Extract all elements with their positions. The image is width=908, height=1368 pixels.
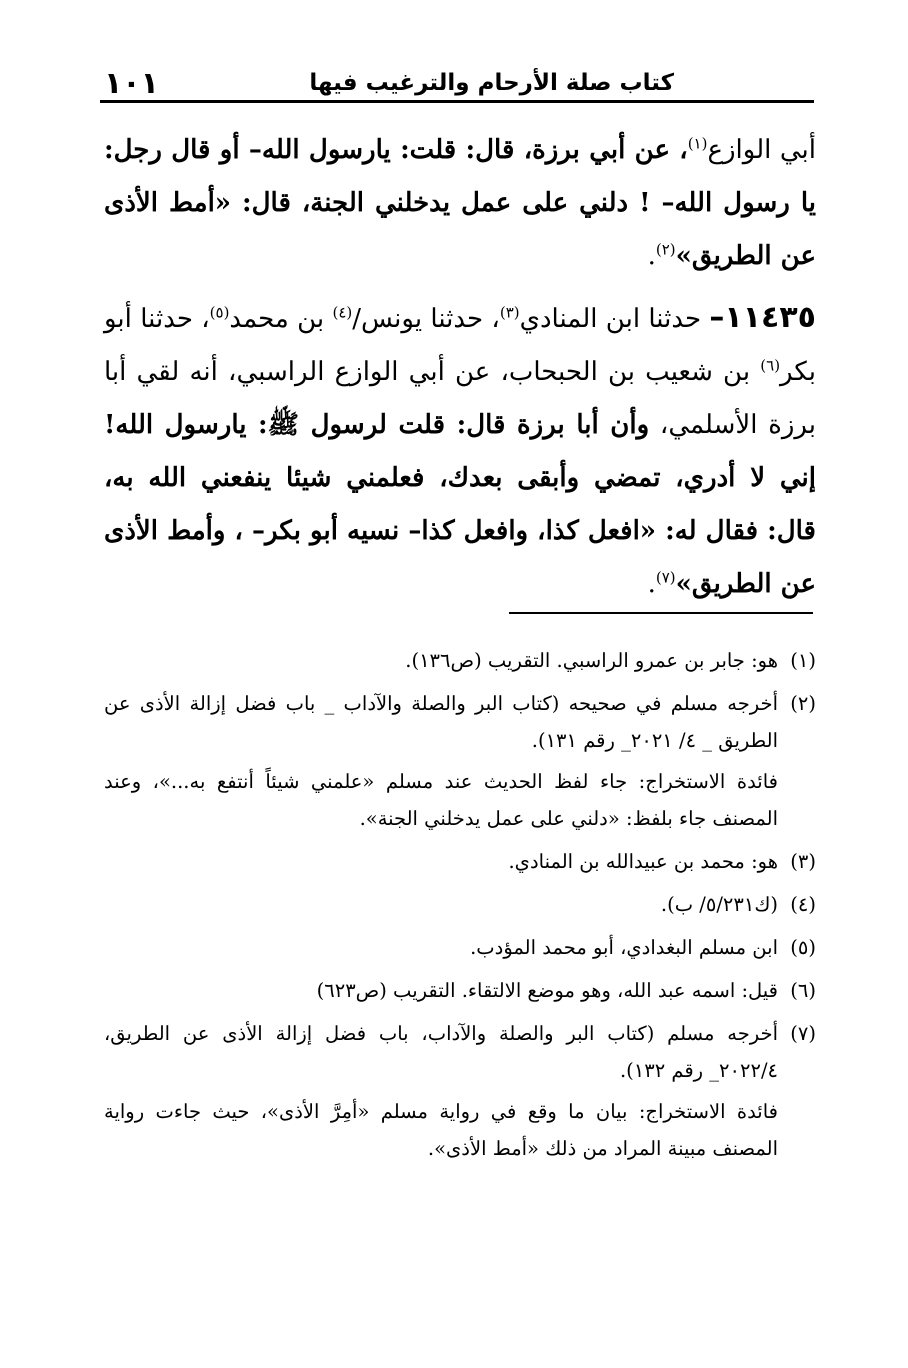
footnote-number: (٢) [790, 692, 816, 715]
footnote-number: (٦) [790, 979, 816, 1002]
p1-text-b: ، عن أبي برزة، قال: قلت: يارسول الله– أو قال رجل: يا رسول الله– ! دلني على عمل يدخلني الجنة، قال: «أمط الأذى عن الطريق» [104, 135, 816, 271]
page-number: ١٠١ [104, 66, 159, 101]
p1-text-c: . [647, 241, 656, 271]
p2-text-a: حدثنا ابن المنادي [519, 304, 710, 334]
footnote-note: فائدة الاستخراج: جاء لفظ الحديث عند مسلم «علمني شيئاً أنتفع به...»، وعند المصنف جاء بلفظ: «دلني على عمل يدخلني الجنة». [104, 770, 778, 830]
footnote-text: أخرجه مسلم (كتاب البر والصلة والآداب، باب فضل إزالة الأذى عن الطريق، ٢٠٢٢/٤_ رقم ١٣٢). [104, 1022, 778, 1082]
footnote-ref-1[interactable]: (١) [687, 134, 708, 153]
p2-text-c: بن محمد [229, 304, 333, 334]
footnote-ref-7[interactable]: (٧) [655, 568, 676, 587]
header-rule [100, 100, 814, 103]
footnotes [104, 642, 816, 1167]
footnote-note: فائدة الاستخراج: بيان ما وقع في رواية مسلم «أمِرَّ الأذى»، حيث جاءت رواية المصنف مبينة المراد من ذلك «أمط الأذى». [104, 1100, 778, 1160]
hadith-number: ١١٤٣٥ [724, 300, 816, 335]
paragraph-2 [104, 291, 816, 611]
footnote-2 [104, 685, 816, 837]
footnote-number: (٧) [790, 1022, 816, 1045]
p2-text-d: ، حدثنا أبو بكر [104, 304, 816, 387]
footnote-ref-4[interactable]: (٤) [332, 303, 353, 322]
running-header [100, 66, 814, 101]
footnote-ref-3[interactable]: (٣) [499, 303, 520, 322]
footnote-number: (٥) [790, 936, 816, 959]
p1-text-a: أبي الوازع [707, 135, 817, 165]
footnote-4 [104, 886, 816, 923]
header-title: كتاب صلة الأرحام والترغيب فيها [309, 70, 674, 96]
footnote-ref-2[interactable]: (٢) [655, 240, 676, 259]
footnote-6 [104, 972, 816, 1009]
footnote-number: (٣) [790, 850, 816, 873]
footnote-text: قيل: اسمه عبد الله، وهو موضع الالتقاء. التقريب (ص٦٢٣) [316, 979, 778, 1002]
footnote-text: هو: جابر بن عمرو الراسبي. التقريب (ص١٣٦). [405, 649, 778, 672]
footnote-5 [104, 929, 816, 966]
footnote-7 [104, 1015, 816, 1167]
p2-text-e: بن شعيب بن الحبحاب، عن أبي الوازع الراسبي، أنه لقي أبا برزة الأسلمي، [104, 357, 816, 440]
footnote-number: (١) [790, 649, 816, 672]
footnote-text: ابن مسلم البغدادي، أبو محمد المؤدب. [470, 936, 778, 959]
footnote-ref-5[interactable]: (٥) [209, 303, 230, 322]
footnote-ref-6[interactable]: (٦) [760, 356, 781, 375]
footnote-separator [509, 612, 813, 614]
p2-text-b: ، حدثنا يونس/ [352, 304, 500, 334]
main-text [104, 124, 816, 611]
footnote-1 [104, 642, 816, 679]
footnote-3 [104, 843, 816, 880]
footnote-text: أخرجه مسلم في صحيحه (كتاب البر والصلة والآداب _ باب فضل إزالة الأذى عن الطريق _ ٤/ ٢٠٢١_ رقم ١٣١). [104, 692, 778, 752]
footnote-number: (٤) [790, 893, 816, 916]
footnote-text: هو: محمد بن عبيدالله بن المنادي. [508, 850, 778, 873]
p2-text-g: . [647, 569, 656, 599]
footnote-text: (ك٥/٢٣١/ ب). [660, 893, 778, 916]
paragraph-1 [104, 124, 816, 283]
p2-text-f: وأن أبا برزة قال: قلت لرسول ﷺ: يارسول الله! إني لا أدري، تمضي وأبقى بعدك، فعلمني شيئا ينفعني الله به، قال: فقال له: «افعل كذا، وافعل كذا– نسيه أبو بكر– ، وأمط الأذى عن الطريق» [104, 410, 816, 599]
hadith-dash: – [709, 300, 725, 335]
